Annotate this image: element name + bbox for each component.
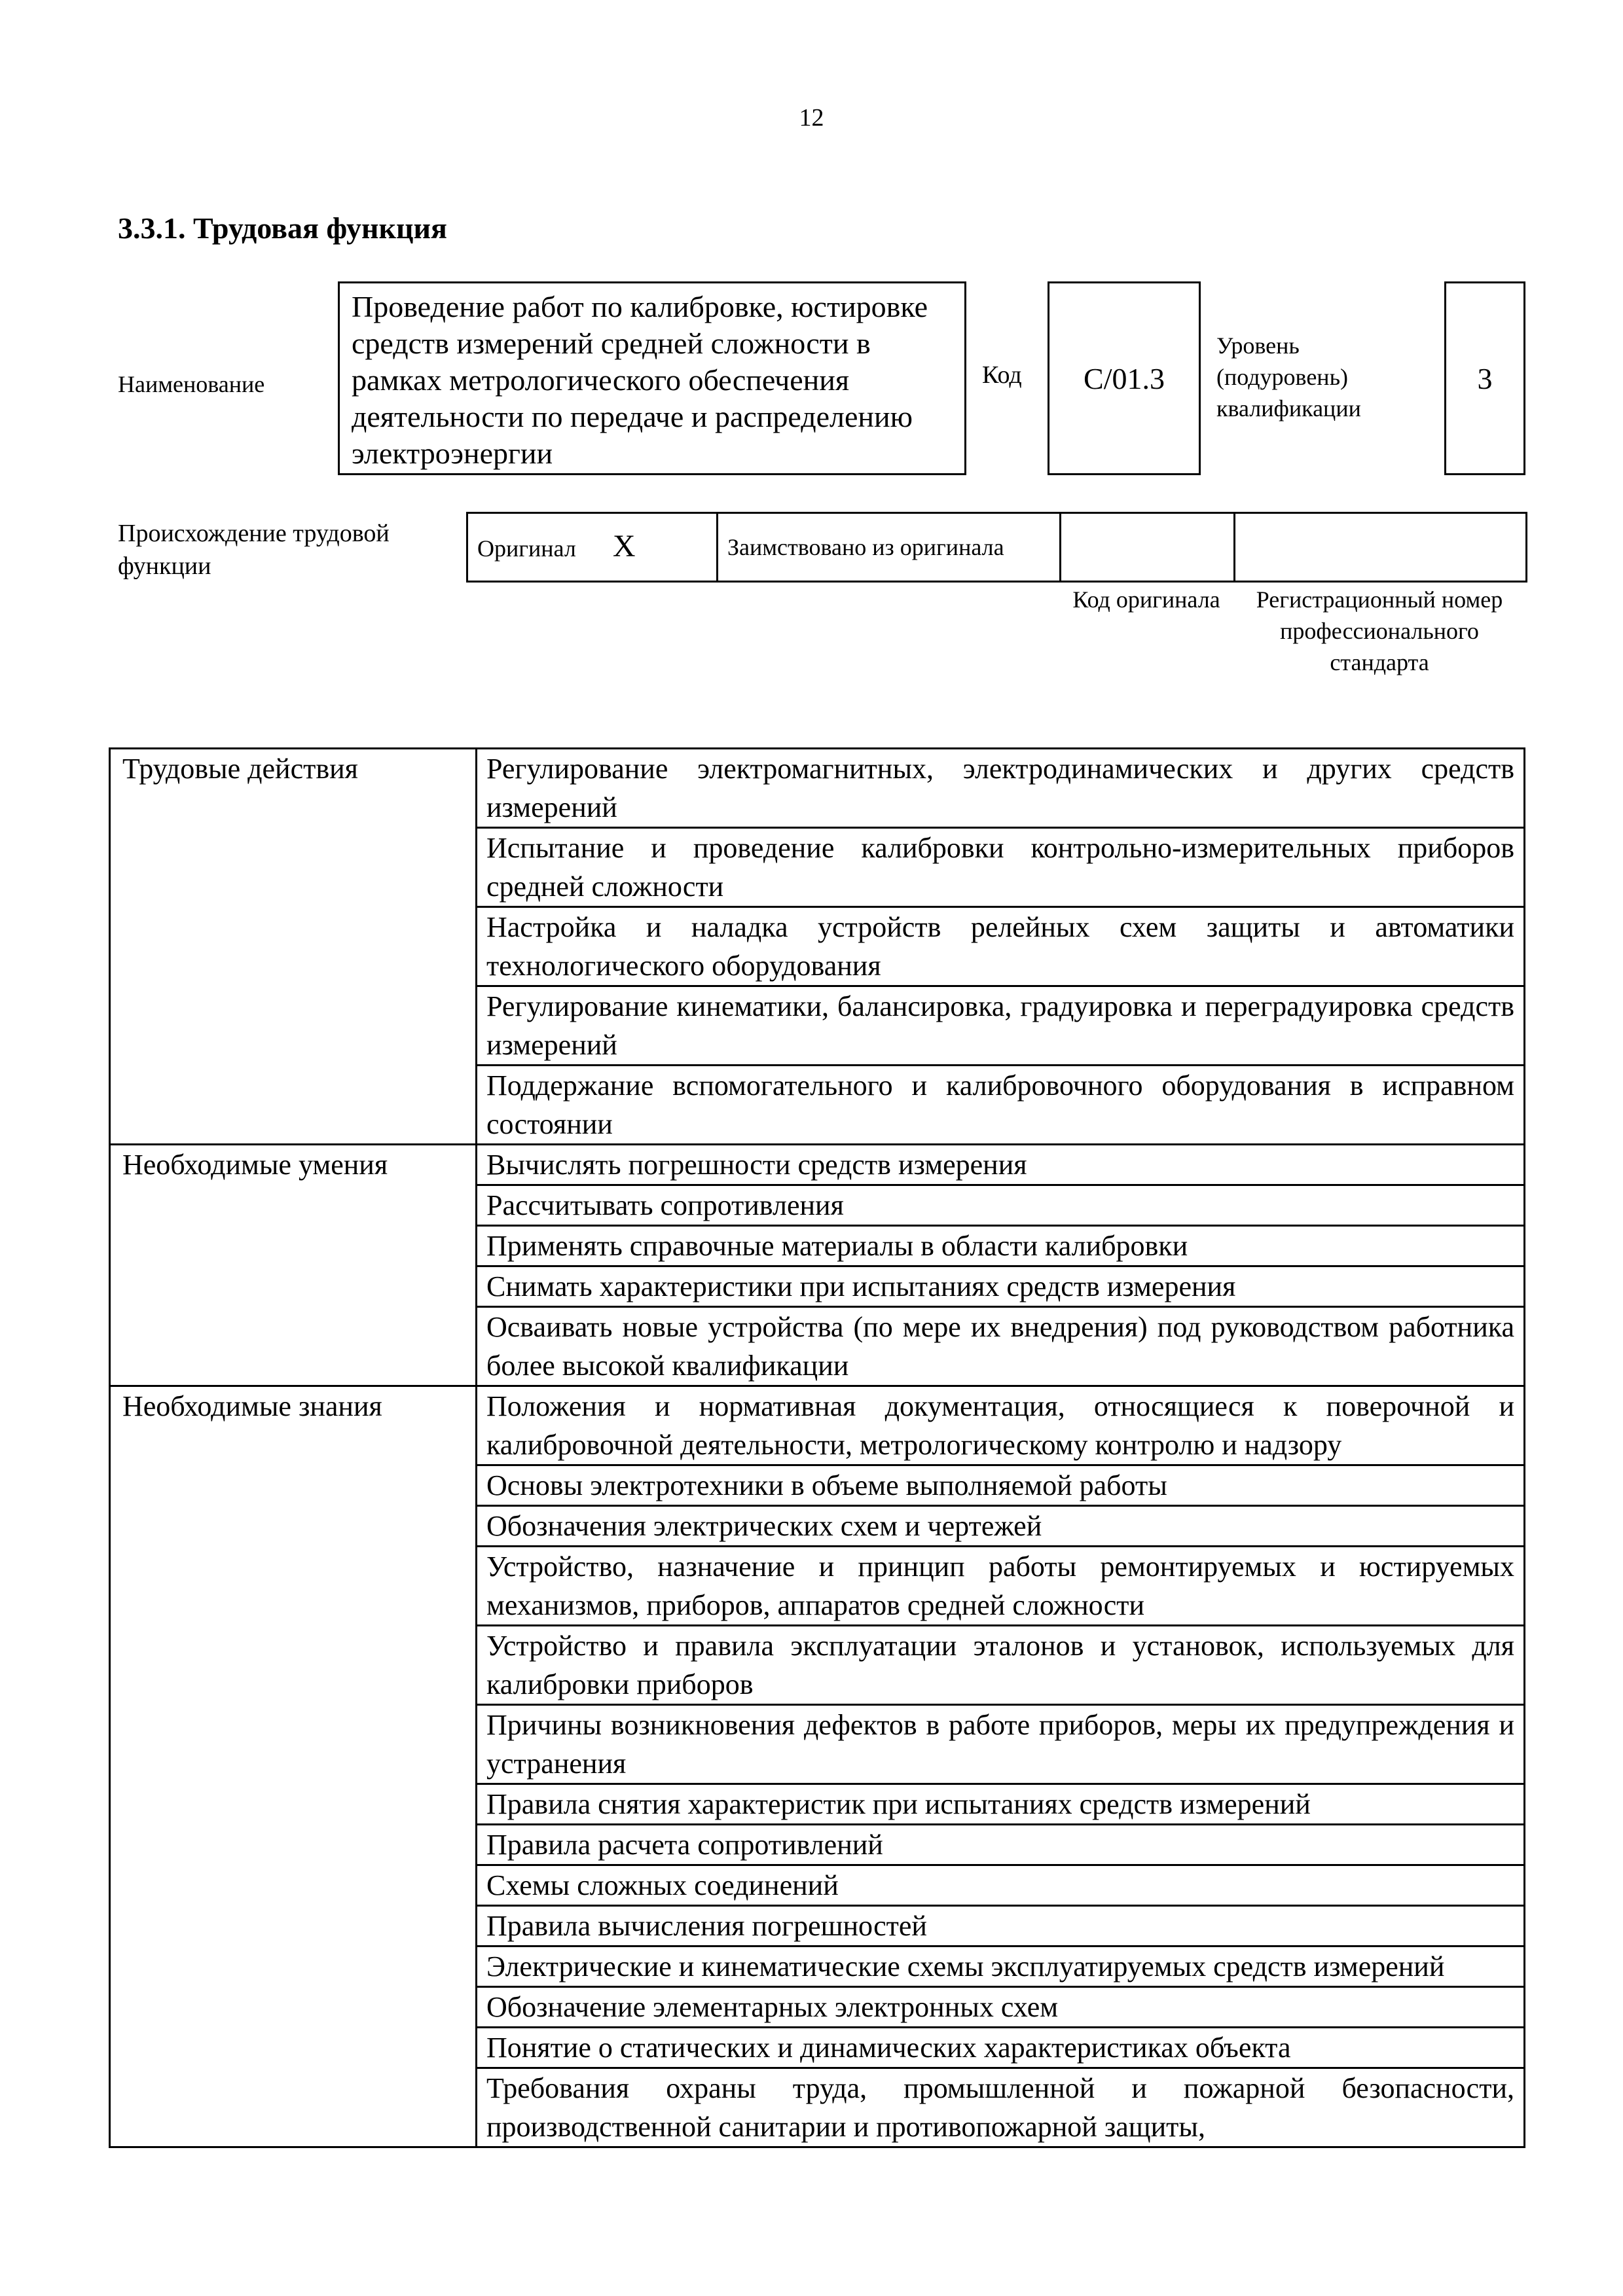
level-box [1444, 281, 1525, 475]
name-label: Наименование [118, 371, 265, 397]
section-item: Устройство, назначение и принцип работы ремонтируемых и юстируемых механизмов, приборов, аппаратов средней сложности [477, 1547, 1525, 1626]
section-item: Обозначение элементарных электронных схем [477, 1987, 1525, 2028]
origin-label [118, 517, 445, 583]
function-table-body [110, 749, 1525, 2147]
origin-original-cell [467, 513, 718, 582]
origin-label-text: Происхождение трудовой функции [118, 520, 390, 580]
section-item: Причины возникновения дефектов в работе приборов, меры их предупреждения и устранения [477, 1705, 1525, 1784]
table-row [110, 749, 1525, 828]
code-box [1048, 281, 1201, 475]
section-item: Правила вычисления погрешностей [477, 1906, 1525, 1946]
code-label: Код [982, 361, 1022, 389]
section-item: Рассчитывать сопротивления [477, 1185, 1525, 1226]
section-item: Поддержание вспомогательного и калибровочного оборудования в исправном состоянии [477, 1066, 1525, 1145]
function-table [109, 747, 1525, 2148]
section-item: Положения и нормативная документация, относящиеся к поверочной и калибровочной деятельности, метрологическому контролю и надзору [477, 1386, 1525, 1465]
level-label [1216, 330, 1432, 424]
section-item: Испытание и проведение калибровки контрольно-измерительных приборов средней сложности [477, 828, 1525, 907]
level-value: 3 [1477, 361, 1493, 395]
section-item: Электрические и кинематические схемы эксплуатируемых средств измерений [477, 1946, 1525, 1987]
level-label-text: Уровень (подуровень) квалификации [1216, 332, 1361, 422]
borrowed-label: Заимствовано из оригинала [727, 534, 1004, 560]
function-name-box [338, 281, 966, 475]
section-item: Схемы сложных соединений [477, 1865, 1525, 1906]
section-item: Регулирование кинематики, балансировка, градуировка и переградуировка средств измерений [477, 986, 1525, 1066]
section-item: Основы электротехники в объеме выполняемой работы [477, 1465, 1525, 1506]
code-value: C/01.3 [1084, 361, 1165, 395]
page-number: 12 [799, 104, 824, 132]
section-item: Настройка и наладка устройств релейных схем защиты и автоматики технологического оборудования [477, 907, 1525, 986]
section-item: Снимать характеристики при испытаниях средств измерения [477, 1266, 1525, 1307]
origin-reg-cell [1235, 513, 1527, 582]
section-item: Осваивать новые устройства (по мере их внедрения) под руководством работника более высокой квалификации [477, 1307, 1525, 1386]
section-item: Правила расчета сопротивлений [477, 1825, 1525, 1865]
section-item: Понятие о статических и динамических характеристиках объекта [477, 2028, 1525, 2068]
section-item: Устройство и правила эксплуатации эталонов и установок, используемых для калибровки приборов [477, 1626, 1525, 1705]
reg-caption: Регистрационный номер профессионального стандарта [1256, 586, 1503, 675]
table-row [110, 1386, 1525, 1465]
function-name-text: Проведение работ по калибровке, юстировке средств измерений средней сложности в рамках метрологического обеспечения деятельности по передаче и распределению электроэнергии [352, 290, 928, 470]
origin-borrowed-cell [718, 513, 1061, 582]
code-caption: Код оригинала [1072, 586, 1220, 613]
section-title: Необходимые знания [110, 1386, 477, 2147]
section-item: Применять справочные материалы в области калибровки [477, 1226, 1525, 1266]
section-item: Требования охраны труда, промышленной и пожарной безопасности, производственной санитарии и противопожарной защиты, [477, 2068, 1525, 2147]
origin-code-cell [1061, 513, 1235, 582]
origin-table [466, 512, 1527, 583]
section-item: Правила снятия характеристик при испытаниях средств измерений [477, 1784, 1525, 1825]
section-title: Необходимые умения [110, 1145, 477, 1386]
section-title: Трудовые действия [110, 749, 477, 1145]
section-item: Вычислять погрешности средств измерения [477, 1145, 1525, 1185]
section-item: Обозначения электрических схем и чертежей [477, 1506, 1525, 1547]
section-item: Регулирование электромагнитных, электродинамических и других средств измерений [477, 749, 1525, 828]
original-label: Оригинал [477, 535, 576, 562]
section-heading: 3.3.1. Трудовая функция [118, 211, 447, 245]
original-mark: X [612, 528, 636, 564]
table-row [110, 1145, 1525, 1185]
